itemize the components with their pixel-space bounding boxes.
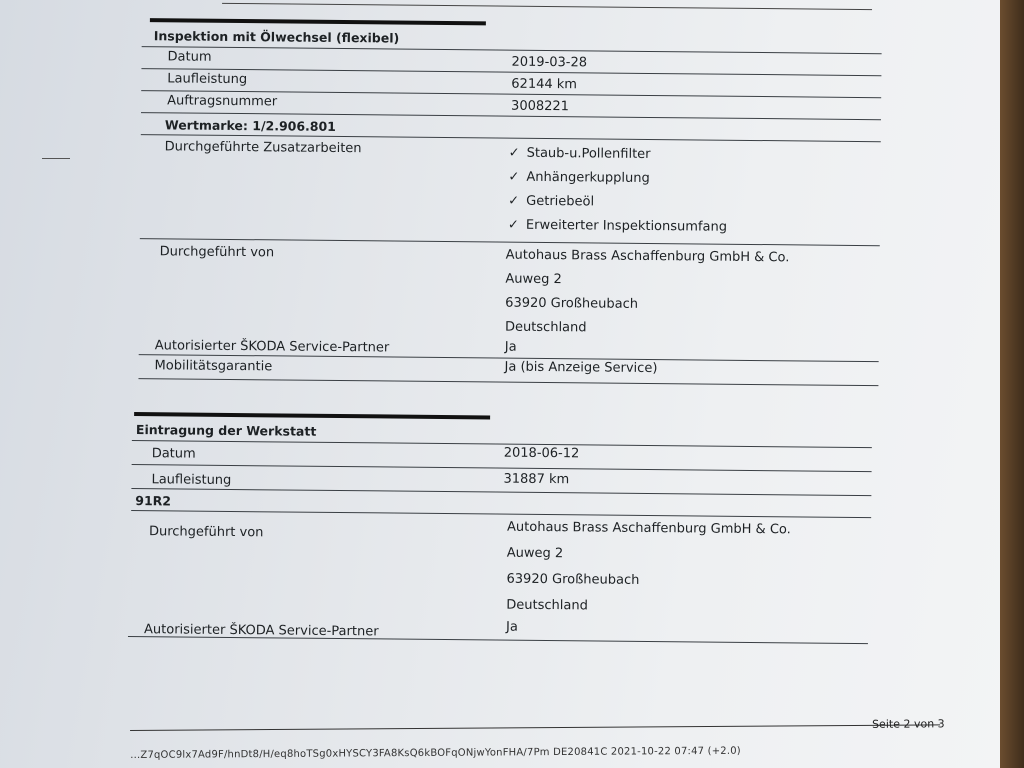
- row-value: 62144 km: [511, 76, 578, 93]
- row-label: Durchgeführt von: [148, 524, 264, 541]
- row-durchgefuehrt-von: [128, 510, 869, 644]
- row-value: 2018-06-12: [503, 445, 580, 462]
- list-item: ✓ Erweiterter Inspektionsumfang: [507, 217, 728, 235]
- row-durchgefuehrt-von: [139, 238, 880, 362]
- partner-label: Autorisierter ŠKODA Service-Partner: [154, 338, 390, 356]
- row-value: 31887 km: [503, 471, 570, 488]
- row-value: Ja (bis Anzeige Service): [504, 359, 658, 377]
- address-line: Deutschland: [506, 597, 588, 614]
- list-item: ✓ Getriebeöl: [508, 193, 595, 210]
- check-icon: ✓: [507, 217, 519, 233]
- row-value: 2019-03-28: [511, 54, 588, 71]
- row-label: Datum: [167, 49, 212, 65]
- address-line: 63920 Großheubach: [505, 295, 639, 312]
- service-code: 91R2: [135, 493, 172, 509]
- page-number: Seite 2 von 3: [872, 717, 945, 731]
- address-line: Autohaus Brass Aschaffenburg GmbH & Co.: [505, 247, 790, 266]
- list-item: ✓ Anhängerkupplung: [508, 169, 650, 186]
- row-label: Durchgeführt von: [159, 244, 275, 261]
- address-line: Auweg 2: [506, 545, 564, 562]
- check-icon: ✓: [508, 145, 520, 161]
- section-title: Eintragung der Werkstatt: [135, 422, 317, 439]
- list-item: ✓ Staub-u.Pollenfilter: [508, 145, 651, 162]
- page-footer: [130, 714, 950, 761]
- address-line: Deutschland: [504, 319, 587, 336]
- service-record: [132, 10, 902, 640]
- table-edge: [1000, 0, 1024, 768]
- check-icon: ✓: [508, 169, 520, 185]
- partner-value: Ja: [506, 619, 518, 635]
- row-zusatzarbeiten: [140, 134, 881, 246]
- row-value: 3008221: [511, 98, 570, 115]
- document-code: ...Z7qOC9lx7Ad9F/hnDt8/H/eq8hoTSg0xHYSCY3FA8KsQ6kBOFqONjwYonFHA/7Pm DE20841C 2021-10-22 07:47 (+2.0): [130, 745, 741, 761]
- partner-value: Ja: [504, 339, 517, 355]
- margin-mark: [42, 158, 70, 159]
- row-label: Laufleistung: [151, 472, 232, 488]
- row-label: Datum: [151, 446, 196, 462]
- partner-label: Autorisierter ŠKODA Service-Partner: [143, 622, 379, 640]
- address-line: 63920 Großheubach: [506, 571, 640, 588]
- row-label: Laufleistung: [167, 71, 248, 88]
- address-line: Auweg 2: [505, 271, 562, 288]
- row-label: Mobilitätsgarantie: [154, 358, 273, 375]
- address-line: Autohaus Brass Aschaffenburg GmbH & Co.: [506, 519, 791, 538]
- wertmarke: Wertmarke: 1/2.906.801: [164, 117, 337, 134]
- check-icon: ✓: [508, 193, 520, 209]
- row-label: Durchgeführte Zusatzarbeiten: [164, 139, 362, 157]
- footer-divider: [130, 724, 940, 731]
- row-label: Auftragsnummer: [167, 93, 278, 110]
- top-divider: [222, 3, 872, 10]
- section-title: Inspektion mit Ölwechsel (flexibel): [153, 28, 400, 46]
